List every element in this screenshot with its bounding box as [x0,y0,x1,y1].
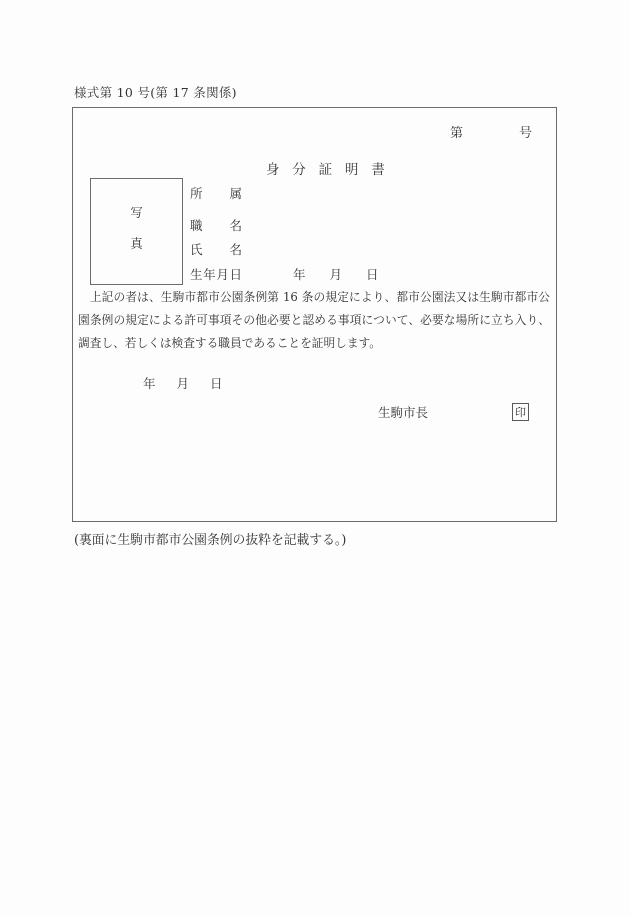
certification-statement [78,286,550,355]
field-name [190,244,242,257]
field-affiliation [190,188,242,201]
certificate-frame [72,107,557,522]
affiliation-label: 所属 [190,186,242,201]
birthdate-month-label: 月 [329,267,343,282]
seal-character: 印 [515,405,526,419]
field-job-title [190,220,242,233]
field-birthdate [190,269,379,282]
statement-line-3: 調査し、若しくは検査する職員であることを証明します。 [78,336,381,350]
statement-line-1: 上記の者は、生駒市都市公園条例第 16 条の規定により、都市公園法又は生駒市都市公 [78,290,550,304]
issue-date-line [143,378,223,391]
document-number-prefix: 第 [450,126,464,141]
photo-placeholder-box [90,178,183,285]
statement-line-2: 園条例の規定による許可事項その他必要と認める事項について、必要な場所に立ち入り、 [78,313,550,327]
seal-placeholder [512,403,529,421]
issue-day-label: 日 [210,376,223,391]
birthdate-label: 生年月日 [190,267,242,282]
form-number-label: 様式第 10 号(第 17 条関係) [74,85,237,100]
certificate-title: 身分証明書 [266,162,398,178]
name-label: 氏名 [190,242,242,257]
job-title-label: 職名 [190,218,242,233]
document-number-line [450,127,532,140]
issue-month-label: 月 [176,376,190,391]
reverse-side-note: (裏面に生駒市都市公園条例の抜粋を記載する。) [74,533,347,548]
issuer-mayor-label: 生駒市長 [378,405,429,420]
photo-label-char-2: 真 [130,235,143,251]
birthdate-day-label: 日 [366,267,379,282]
birthdate-year-label: 年 [293,267,306,282]
photo-label-char-1: 写 [130,205,143,220]
issue-year-label: 年 [143,376,156,391]
document-number-suffix: 号 [519,126,533,141]
birthdate-ymd-blanks [293,269,379,282]
